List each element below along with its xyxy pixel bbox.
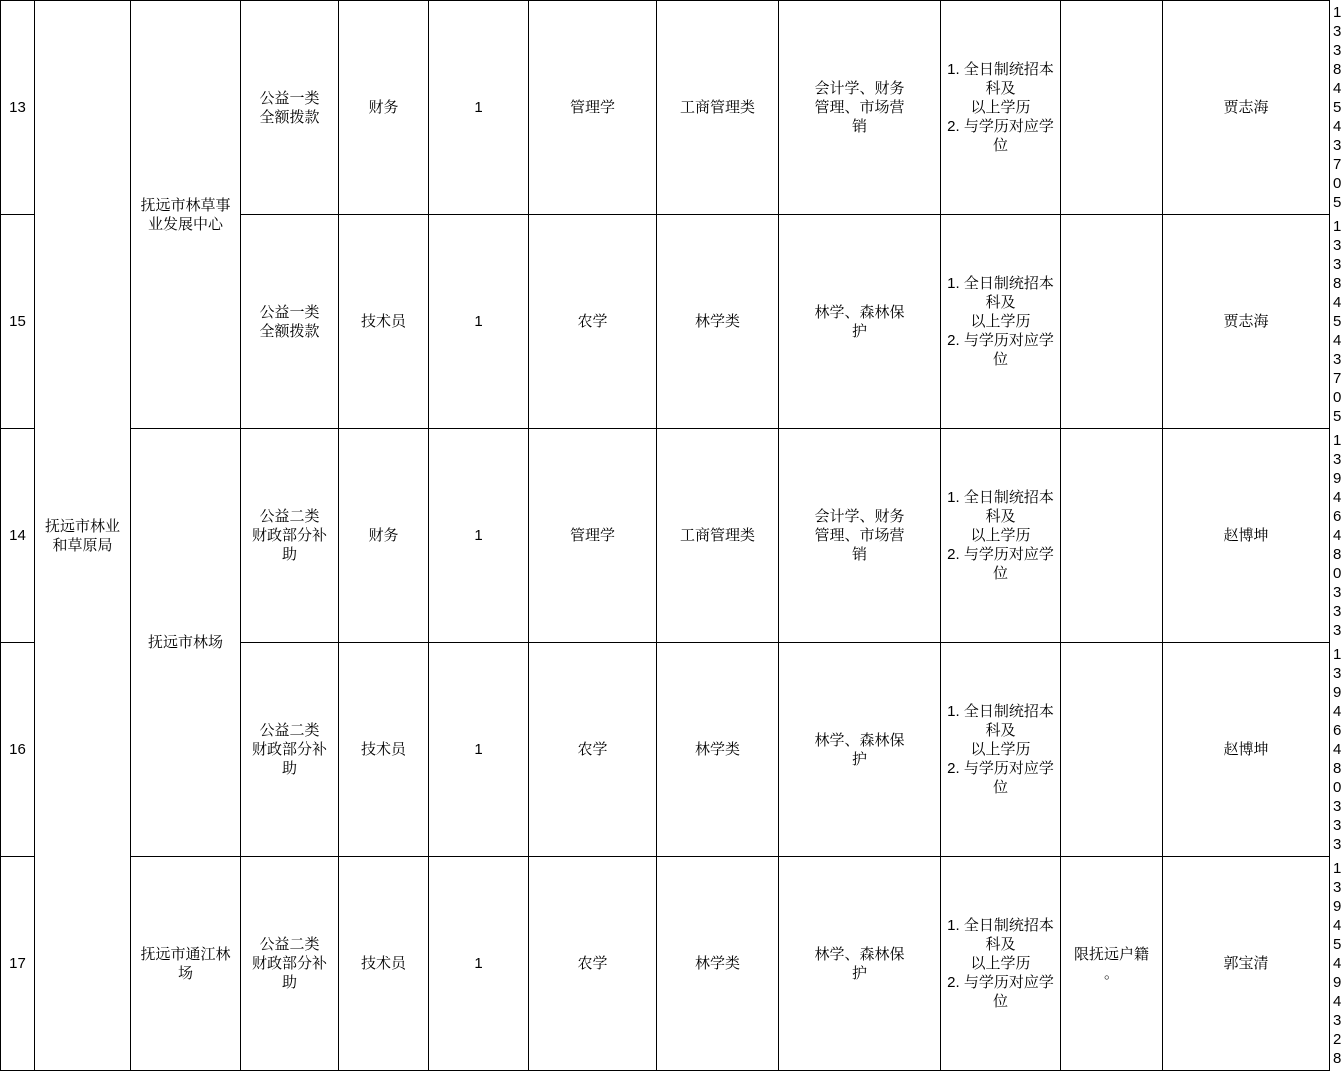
cell-major-class: 林学类 <box>657 857 779 1071</box>
cell-major-name <box>779 215 941 429</box>
nature-line-1: 公益一类 <box>259 89 320 107</box>
major-name-line-1: 会计学、财务 <box>814 508 905 525</box>
unit-line-1: 抚远市林场 <box>147 634 223 651</box>
table-row: 13 抚远市林业和草原局 抚远市林草事业发展中心 公益一类 全额拨款 财务 1 管理学 工商管理类 会计学、财务 管理、市场营 销 1. 全日制统招本科及 以上学历 2. 与学历对应学位 贾志海 13384543705 <box>1 1 1330 215</box>
cell-seq: 16 <box>1 643 35 857</box>
cell-remark <box>1061 215 1163 429</box>
cell-unit <box>131 857 241 1071</box>
cell-requirements <box>941 857 1061 1071</box>
unit-line-1: 抚远市通江林 <box>140 945 231 963</box>
cell-seq: 17 <box>1 857 35 1071</box>
cell-major-class: 工商管理类 <box>657 1 779 215</box>
requirement-line-3: 2. 与学历对应学位 <box>947 760 1054 796</box>
cell-major-group: 管理学 <box>529 429 657 643</box>
nature-line-3: 助 <box>281 760 297 777</box>
unit-line-1: 抚远市林草事业发展中心 <box>140 196 231 233</box>
nature-line-2: 全额拨款 <box>259 322 320 340</box>
cell-nature <box>241 215 339 429</box>
requirement-line-2: 以上学历 <box>970 527 1031 544</box>
major-name-line-2: 护 <box>851 750 867 768</box>
cell-post: 技术员 <box>339 215 429 429</box>
cell-requirements <box>941 1 1061 215</box>
cell-post: 技术员 <box>339 643 429 857</box>
cell-requirements <box>941 215 1061 429</box>
department-line-1: 抚远市林业和草原局 <box>44 517 120 554</box>
cell-nature <box>241 643 339 857</box>
requirement-line-1: 1. 全日制统招本科及 <box>947 703 1054 739</box>
nature-line-2: 全额拨款 <box>259 108 320 126</box>
cell-nature <box>241 1 339 215</box>
cell-post: 财务 <box>339 1 429 215</box>
major-name-line-1: 林学、森林保 <box>814 303 905 321</box>
requirement-line-2: 以上学历 <box>970 313 1031 330</box>
table-row: 15 公益一类 全额拨款 技术员 1 农学 林学类 林学、森林保 护 1. 全日制统招本科及 以上学历 2. 与学历对应学位 贾志海 13384543705 <box>1 215 1330 429</box>
major-name-line-3: 销 <box>851 546 867 563</box>
requirement-line-3: 2. 与学历对应学位 <box>947 974 1054 1010</box>
cell-count: 1 <box>429 857 529 1071</box>
cell-count: 1 <box>429 429 529 643</box>
major-name-line-1: 会计学、财务 <box>814 80 905 97</box>
cell-requirements <box>941 429 1061 643</box>
remark-line-1: 限抚远户籍 <box>1073 945 1149 963</box>
cell-count: 1 <box>429 215 529 429</box>
cell-seq: 15 <box>1 215 35 429</box>
cell-major-class: 林学类 <box>657 643 779 857</box>
cell-seq: 14 <box>1 429 35 643</box>
cell-major-group: 农学 <box>529 215 657 429</box>
major-name-line-2: 护 <box>851 964 867 982</box>
cell-remark <box>1061 429 1163 643</box>
table-row: 17 抚远市通江林 场 公益二类 财政部分补 助 技术员 1 农学 林学类 林学、森林保 护 1. 全日制统招本科及 以上学历 2. 与学历对应学位 限抚远户籍 。 郭宝清 13945494328 <box>1 857 1330 1071</box>
nature-line-1: 公益二类 <box>259 936 320 953</box>
major-name-line-2: 管理、市场营 <box>814 527 905 544</box>
cell-unit <box>131 429 241 857</box>
cell-post: 财务 <box>339 429 429 643</box>
nature-line-3: 助 <box>281 974 297 991</box>
nature-line-1: 公益二类 <box>259 508 320 525</box>
requirement-line-1: 1. 全日制统招本科及 <box>947 275 1054 311</box>
table-row: 16 公益二类 财政部分补 助 技术员 1 农学 林学类 林学、森林保 护 1. 全日制统招本科及 以上学历 2. 与学历对应学位 赵博坤 13946480333 <box>1 643 1330 857</box>
requirement-line-1: 1. 全日制统招本科及 <box>947 917 1054 953</box>
nature-line-2: 财政部分补 <box>251 527 327 544</box>
cell-contact: 赵博坤 <box>1163 429 1330 643</box>
cell-major-group: 管理学 <box>529 1 657 215</box>
remark-line-2: 。 <box>1103 964 1119 982</box>
cell-post: 技术员 <box>339 857 429 1071</box>
nature-line-1: 公益一类 <box>259 303 320 321</box>
major-name-line-3: 销 <box>851 118 867 135</box>
requirement-line-3: 2. 与学历对应学位 <box>947 546 1054 582</box>
cell-major-class: 工商管理类 <box>657 429 779 643</box>
cell-remark <box>1061 643 1163 857</box>
requirement-line-2: 以上学历 <box>970 955 1031 972</box>
cell-contact: 贾志海 <box>1163 215 1330 429</box>
requirement-line-1: 1. 全日制统招本科及 <box>947 489 1054 525</box>
cell-unit <box>131 1 241 429</box>
major-name-line-2: 管理、市场营 <box>814 99 905 116</box>
requirement-line-3: 2. 与学历对应学位 <box>947 118 1054 154</box>
cell-department <box>35 1 131 1071</box>
major-name-line-1: 林学、森林保 <box>814 945 905 963</box>
table-row: 14 抚远市林场 公益二类 财政部分补 助 财务 1 管理学 工商管理类 会计学、财务 管理、市场营 销 1. 全日制统招本科及 以上学历 2. 与学历对应学位 赵博坤 13946480333 <box>1 429 1330 643</box>
cell-major-group: 农学 <box>529 857 657 1071</box>
nature-line-3: 助 <box>281 546 297 563</box>
nature-line-2: 财政部分补 <box>251 955 327 972</box>
cell-contact: 贾志海 <box>1163 1 1330 215</box>
major-name-line-2: 护 <box>851 322 867 340</box>
cell-major-name <box>779 643 941 857</box>
cell-major-name <box>779 857 941 1071</box>
cell-remark <box>1061 857 1163 1071</box>
cell-count: 1 <box>429 1 529 215</box>
cell-major-group: 农学 <box>529 643 657 857</box>
cell-remark <box>1061 1 1163 215</box>
cell-seq: 13 <box>1 1 35 215</box>
cell-count: 1 <box>429 643 529 857</box>
requirement-line-2: 以上学历 <box>970 99 1031 116</box>
cell-nature <box>241 429 339 643</box>
unit-line-2: 场 <box>177 964 193 982</box>
requirement-line-3: 2. 与学历对应学位 <box>947 332 1054 368</box>
requirement-line-1: 1. 全日制统招本科及 <box>947 61 1054 97</box>
major-name-line-1: 林学、森林保 <box>814 731 905 749</box>
requirement-line-2: 以上学历 <box>970 741 1031 758</box>
cell-contact: 郭宝清 <box>1163 857 1330 1071</box>
cell-major-name <box>779 429 941 643</box>
nature-line-2: 财政部分补 <box>251 741 327 758</box>
cell-major-name <box>779 1 941 215</box>
cell-major-class: 林学类 <box>657 215 779 429</box>
nature-line-1: 公益二类 <box>259 722 320 739</box>
cell-nature <box>241 857 339 1071</box>
cell-contact: 赵博坤 <box>1163 643 1330 857</box>
cell-requirements <box>941 643 1061 857</box>
